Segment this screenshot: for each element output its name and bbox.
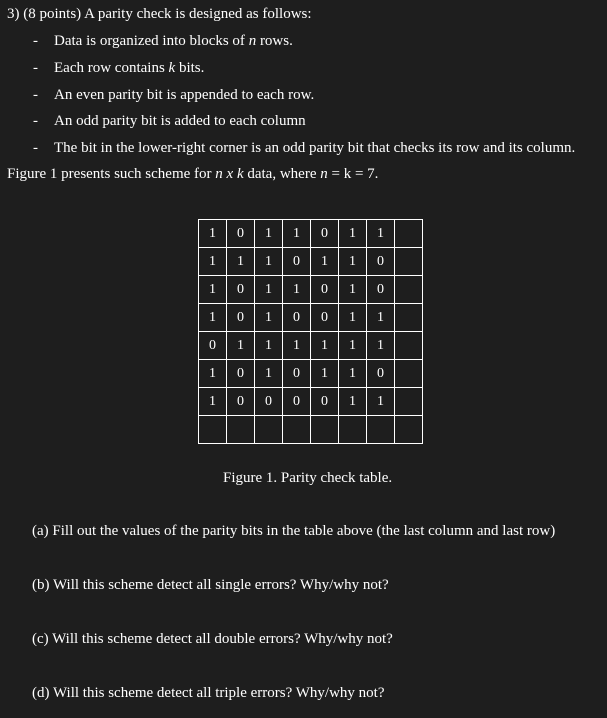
bullet-even-parity: An even parity bit is appended to each row.: [54, 87, 315, 103]
table-cell: 1: [367, 332, 395, 360]
table-cell: 1: [283, 220, 311, 248]
table-cell: 0: [255, 388, 283, 416]
bullet-row-bits: Each row contains k bits.: [54, 60, 205, 76]
bullet-mark: -: [33, 140, 38, 156]
table-cell: 1: [255, 332, 283, 360]
table-cell: 1: [199, 304, 227, 332]
table-cell: [395, 220, 423, 248]
table-cell: 1: [255, 276, 283, 304]
bullet-mark: -: [33, 60, 38, 76]
table-cell: 1: [255, 360, 283, 388]
table-cell: 0: [283, 388, 311, 416]
table-cell: 0: [311, 388, 339, 416]
table-cell: [395, 416, 423, 444]
table-cell: 0: [367, 276, 395, 304]
table-cell: 1: [255, 304, 283, 332]
table-cell: 1: [311, 332, 339, 360]
table-cell: 1: [283, 332, 311, 360]
table-cell: 0: [227, 304, 255, 332]
question-c: (c) Will this scheme detect all double errors? Why/why not?: [32, 631, 393, 647]
table-cell: 1: [339, 276, 367, 304]
table-cell: [283, 416, 311, 444]
table-cell: [199, 416, 227, 444]
table-cell: [395, 276, 423, 304]
table-cell: [367, 416, 395, 444]
table-cell: 0: [311, 304, 339, 332]
table-cell: 1: [367, 304, 395, 332]
table-cell: 1: [227, 248, 255, 276]
table-cell: [395, 388, 423, 416]
table-cell: 1: [339, 304, 367, 332]
table-row: [199, 220, 423, 248]
table-cell: 1: [199, 248, 227, 276]
table-cell: 1: [367, 220, 395, 248]
table-row: [199, 360, 423, 388]
table-cell: 0: [283, 360, 311, 388]
table-row: [199, 304, 423, 332]
bullet-mark: -: [33, 87, 38, 103]
table-cell: 0: [227, 220, 255, 248]
table-row: [199, 388, 423, 416]
question-d: (d) Will this scheme detect all triple errors? Why/why not?: [32, 685, 385, 701]
table-cell: 0: [227, 360, 255, 388]
table-cell: 1: [339, 332, 367, 360]
table-cell: 1: [339, 388, 367, 416]
table-cell: 1: [255, 248, 283, 276]
table-cell: 1: [339, 248, 367, 276]
table-cell: 0: [283, 304, 311, 332]
table-cell: 0: [367, 248, 395, 276]
table-cell: 0: [283, 248, 311, 276]
table-cell: [395, 332, 423, 360]
table-cell: 0: [227, 388, 255, 416]
table-cell: 0: [367, 360, 395, 388]
figure-caption: Figure 1. Parity check table.: [223, 470, 393, 486]
table-row: [199, 332, 423, 360]
table-cell: [395, 304, 423, 332]
bullet-mark: -: [33, 113, 38, 129]
table-row: [199, 248, 423, 276]
table-cell: [227, 416, 255, 444]
table-cell: 1: [311, 248, 339, 276]
bullet-blocks: Data is organized into blocks of n rows.: [54, 33, 293, 49]
table-cell: 1: [311, 360, 339, 388]
table-cell: 1: [339, 360, 367, 388]
question-a: (a) Fill out the values of the parity bits in the table above (the last column and last row): [32, 523, 556, 539]
table-cell: 1: [339, 220, 367, 248]
figure-intro: Figure 1 presents such scheme for n x k data, where n = k = 7.: [7, 166, 379, 182]
table-cell: 0: [311, 276, 339, 304]
table-cell: 0: [227, 276, 255, 304]
table-cell: 1: [199, 220, 227, 248]
table-cell: 0: [311, 220, 339, 248]
table-cell: [255, 416, 283, 444]
table-cell: [311, 416, 339, 444]
bullet-odd-parity: An odd parity bit is added to each column: [54, 113, 306, 129]
problem-header: 3) (8 points) A parity check is designed as follows:: [7, 6, 312, 22]
question-b: (b) Will this scheme detect all single errors? Why/why not?: [32, 577, 389, 593]
table-cell: 1: [283, 276, 311, 304]
table-cell: [395, 248, 423, 276]
bullet-mark: -: [33, 33, 38, 49]
table-cell: 1: [255, 220, 283, 248]
table-cell: 1: [199, 388, 227, 416]
table-cell: 1: [367, 388, 395, 416]
table-row: [199, 416, 423, 444]
table-row: [199, 276, 423, 304]
bullet-corner-bit: The bit in the lower-right corner is an odd parity bit that checks its row and its column.: [54, 140, 576, 156]
table-cell: 1: [199, 276, 227, 304]
parity-table: [198, 219, 423, 444]
table-cell: [339, 416, 367, 444]
table-cell: 0: [199, 332, 227, 360]
table-cell: [395, 360, 423, 388]
table-cell: 1: [199, 360, 227, 388]
table-cell: 1: [227, 332, 255, 360]
